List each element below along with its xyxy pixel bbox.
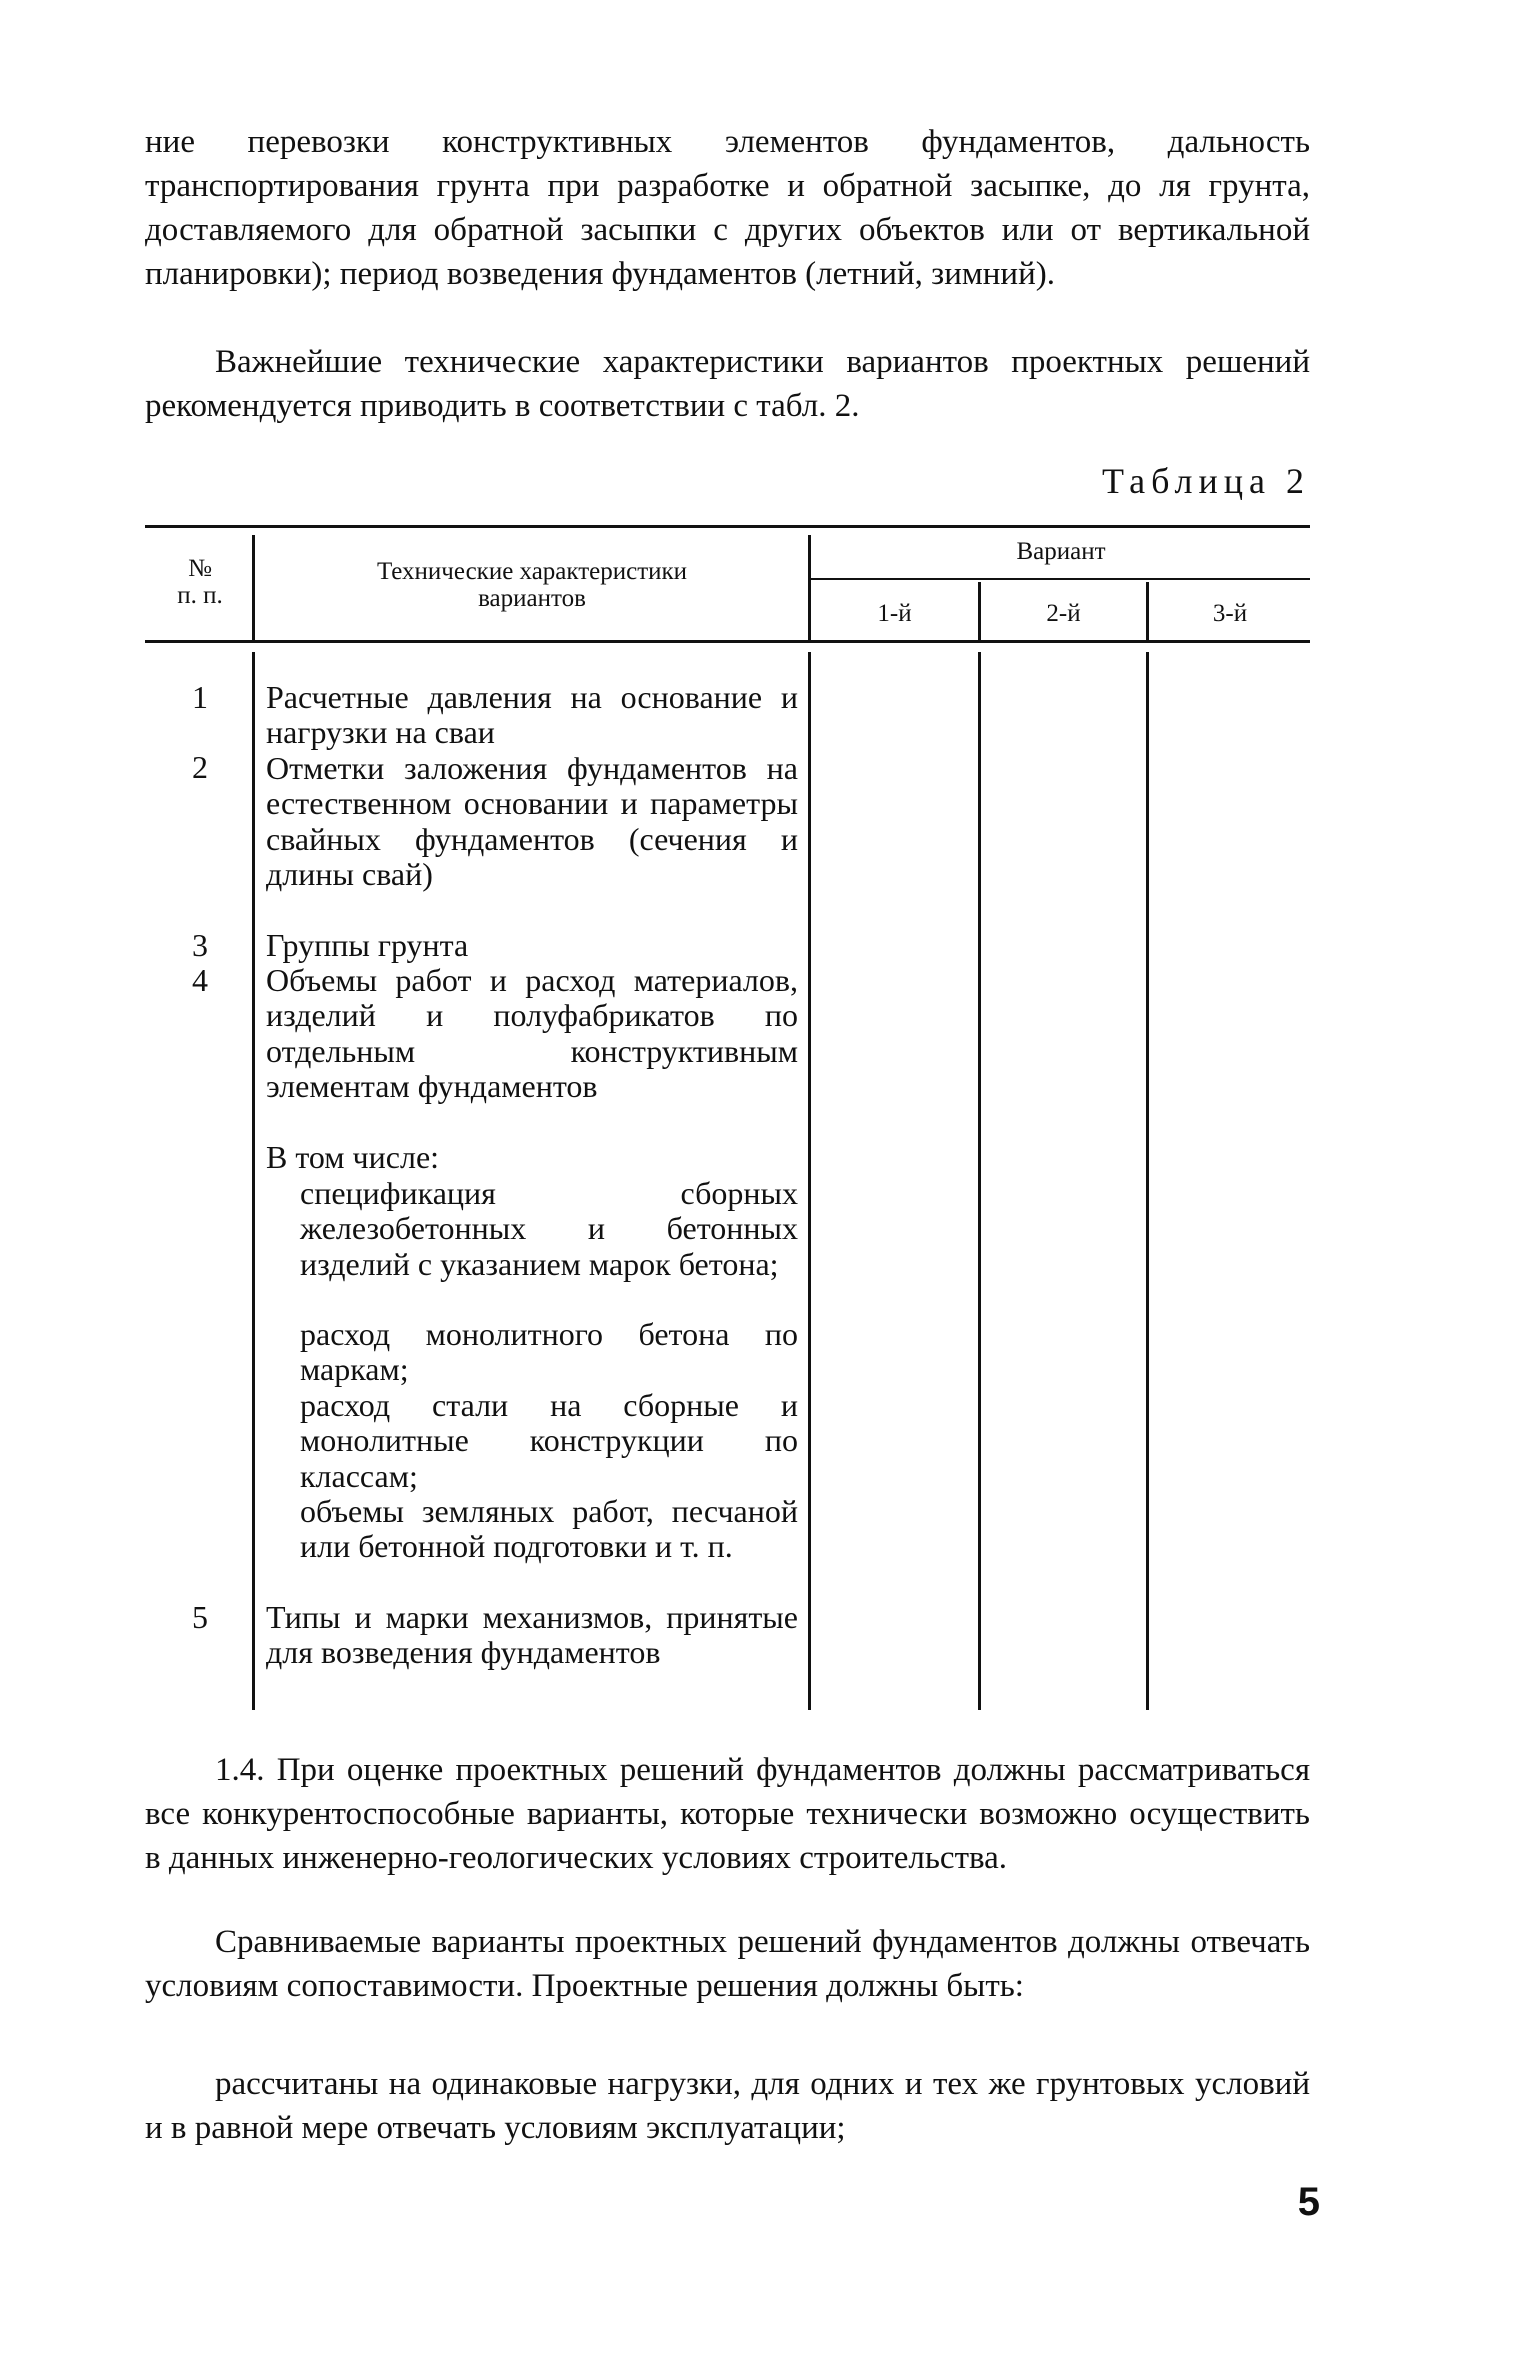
row-number: 1 xyxy=(192,679,208,715)
header-variant: Вариант xyxy=(1016,538,1106,565)
table-row: В том числе: xyxy=(266,1139,440,1175)
table-row: расход стали на сборные и монолитные конструкции по классам; xyxy=(300,1387,798,1494)
row-number: 5 xyxy=(192,1599,208,1635)
paragraph-loads: рассчитаны на одинаковые нагрузки, для одних и тех же грунтовых условий и в равной мере отвечать условиям эксплуатации; xyxy=(145,2066,1310,2146)
table-top-rule xyxy=(145,525,1310,528)
col-divider-num-head xyxy=(252,535,255,640)
table-row: Расчетные давления на основание и нагрузки на сваи xyxy=(266,679,798,751)
paragraph-comparability: Сравниваемые варианты проектных решений фундаментов должны отвечать условиям сопоставимости. Проектные решения должны быть: xyxy=(145,1924,1310,2004)
col-divider-v2 xyxy=(1146,652,1149,1710)
col-divider-v1-head xyxy=(978,582,981,640)
table-row: Отметки заложения фундаментов на естественном основании и параметры свайных фундаментов (сечения и длины свай) xyxy=(266,750,798,893)
row-number: 3 xyxy=(192,927,208,963)
variant-rule xyxy=(810,578,1310,580)
table-header-rule xyxy=(145,640,1310,643)
header-characteristics: Технические характеристики вариантов xyxy=(376,558,688,612)
col-divider-char-head xyxy=(808,535,811,640)
header-variant-2: 2-й xyxy=(1046,600,1081,627)
table-row: Объемы работ и расход материалов, изделий и полуфабрикатов по отдельным конструктивным элементам фундаментов xyxy=(266,962,798,1105)
table-row: Типы и марки механизмов, принятые для возведения фундаментов xyxy=(266,1599,798,1671)
page-number: 5 xyxy=(1297,2180,1320,2224)
col-divider-char xyxy=(808,652,811,1710)
header-variant-3: 3-й xyxy=(1212,600,1248,627)
table-row: спецификация сборных железобетонных и бетонных изделий с указанием марок бетона; xyxy=(300,1175,798,1282)
table-title: Таблица 2 xyxy=(1102,461,1310,501)
paragraph-characteristics: Важнейшие технические характеристики вариантов проектных решений рекомендуется приводить в соответствии с табл. 2. xyxy=(145,344,1310,424)
paragraph-1-4: 1.4. При оценке проектных решений фундаментов должны рассматриваться все конкурентоспособные варианты, которые технически возможно осуществить в данных инженерно-геологических условиях строительства. xyxy=(145,1752,1310,1876)
paragraph-transport: ние перевозки конструктивных элементов фундаментов, дальность транспортирования грунта при разработке и обратной засыпке, до ля грунта, доставляемого для обратной засыпки с других объектов или от вертикальной планировки); период возведения фундаментов (летний, зимний). xyxy=(145,124,1310,292)
header-num: № п. п. xyxy=(177,555,223,609)
table-row: Группы грунта xyxy=(266,927,469,963)
row-number: 4 xyxy=(192,962,208,998)
col-divider-v1 xyxy=(978,652,981,1710)
col-divider-v2-head xyxy=(1146,582,1149,640)
header-variant-1: 1-й xyxy=(877,600,912,627)
col-divider-num xyxy=(252,652,255,1710)
row-number: 2 xyxy=(192,749,208,785)
table-row: расход монолитного бетона по маркам; xyxy=(300,1316,798,1388)
table-row: объемы земляных работ, песчаной или бетонной подготовки и т. п. xyxy=(300,1493,798,1565)
